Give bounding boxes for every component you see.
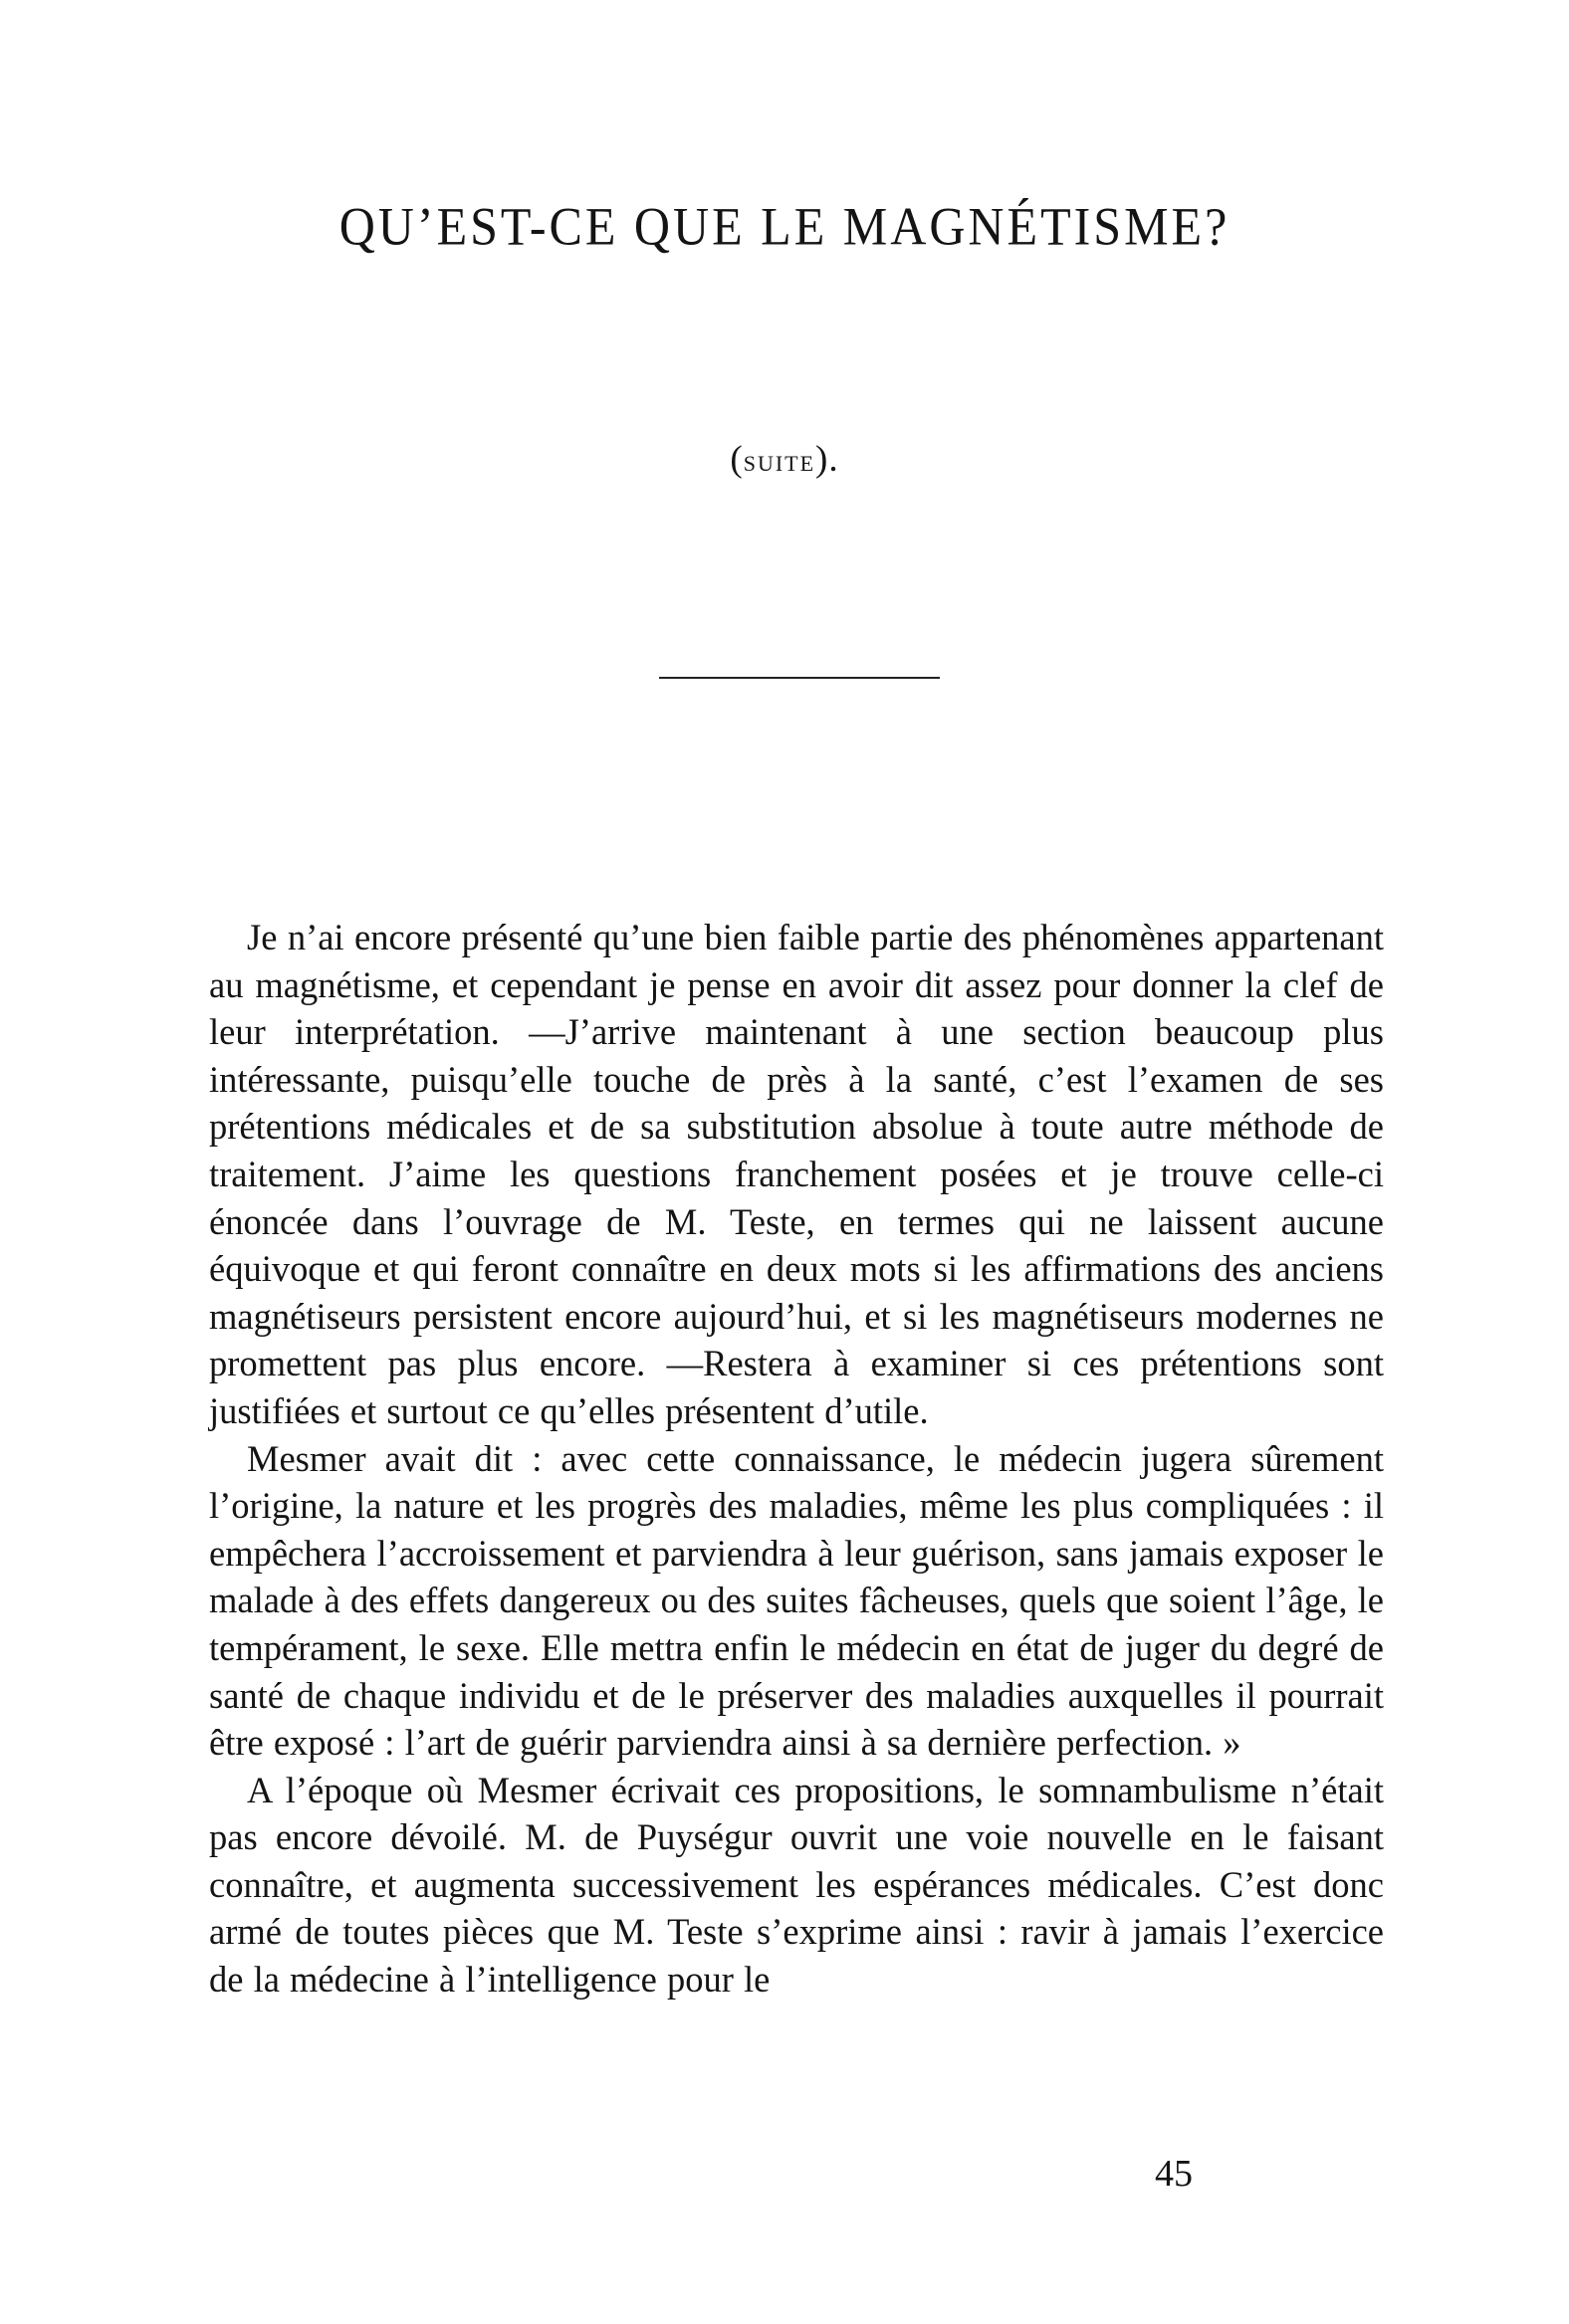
paragraph-1: Je n’ai encore présenté qu’une bien faible partie des phénomènes appartenant au magnétisme, et cependant je pense en avoir dit assez pour donner la clef de leur interprétation. —J’arrive maintenant à une section beaucoup plus intéressante, puisqu’elle touche de près à la santé, c’est l’examen de ses prétentions médicales et de sa substitution absolue à toute autre méthode de traitement. J’aime les questions franchement posées et je trouve celle-ci énoncée dans l’ouvrage de M. Teste, en termes qui ne laissent aucune équivoque et qui feront connaître en deux mots si les affirmations des anciens magnétiseurs persistent encore aujourd’hui, et si les magnétiseurs modernes ne promettent pas plus encore. —Restera à examiner si ces prétentions sont justifiées et surtout ce qu’elles présentent d’utile. [209,917,1384,1431]
subtitle [0,438,1569,481]
paragraph-2: Mesmer avait dit : avec cette connaissance, le médecin jugera sûrement l’origine, la nature et les progrès des maladies, même les plus compliquées : il empêchera l’accroissement et parviendra à leur guérison, sans jamais exposer le malade à des effets dangereux ou des suites fâcheuses, quels que soient l’âge, le tempérament, le sexe. Elle mettra enfin le médecin en état de juger du degré de santé de chaque individu et de le préserver des maladies auxquelles il pourrait être exposé : l’art de guérir parviendra ainsi à sa dernière perfection. » [209,1437,1384,1764]
page-title: QU’EST-CE QUE LE MAGNÉTISME? [338,195,1231,257]
page-number: 45 [1155,2153,1193,2195]
paragraph-3: A l’époque où Mesmer écrivait ces propositions, le somnambulisme n’était pas encore dévoilé. M. de Puységur ouvrit une voie nouvelle en le faisant connaître, et augmenta successivement les espérances médicales. C’est donc armé de toutes pièces que M. Teste s’exprime ainsi : ravir à jamais l’exercice de la médecine à l’intelligence pour le [209,1769,1384,2001]
subtitle-text: suite [743,442,816,478]
subtitle-open-paren: ( [730,439,744,480]
section-divider [659,677,940,679]
body-text [209,914,1384,2004]
subtitle-close-paren: ). [815,439,839,480]
